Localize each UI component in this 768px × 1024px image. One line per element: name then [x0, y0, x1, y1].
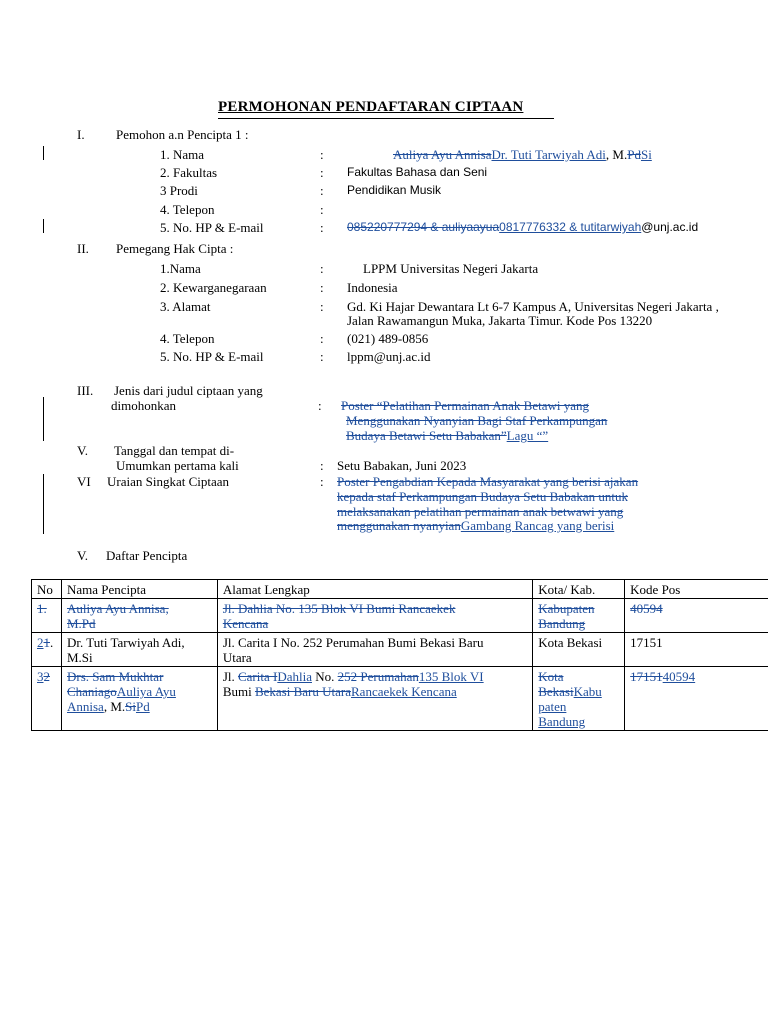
cell-kode [625, 667, 768, 731]
colon: : [320, 202, 324, 217]
cell-kota [533, 667, 625, 731]
section-number: I. [77, 127, 85, 142]
cell-alamat [217, 599, 532, 633]
colon: : [320, 299, 324, 314]
colon: : [320, 349, 324, 364]
cell-kota [533, 599, 625, 633]
deleted-text: Auliya Ayu Annisa [393, 147, 492, 162]
field-label: 2. Fakultas [160, 165, 218, 180]
section-heading: dimohonkan [111, 398, 176, 413]
deleted-text: M.Pd [66, 616, 96, 631]
deleted-text: Drs. Sam Mukhtar [66, 669, 164, 684]
colon: : [320, 474, 324, 489]
pencipta-table [31, 579, 768, 731]
text: , M. [605, 147, 628, 162]
deleted-text: Kencana [222, 616, 269, 631]
inserted-text: Bandung [538, 714, 586, 729]
deleted-text: Bekasi Baru Utara [254, 684, 351, 699]
deleted-text: kepada staf Perkampungan Budaya Setu Babakan untuk [337, 489, 628, 504]
text: Bumi [222, 684, 255, 699]
column-header: Kode Pos [625, 580, 768, 599]
colon: : [320, 147, 324, 162]
column-header: No [32, 580, 62, 599]
text: , M. [103, 699, 126, 714]
deleted-text: 1 [43, 635, 50, 650]
field-value: LPPM Universitas Negeri Jakarta [363, 261, 539, 276]
field-value: Setu Babakan, Juni 2023 [337, 458, 467, 473]
text: Jl. [222, 669, 238, 684]
field-label: 4. Telepon [160, 331, 215, 346]
text: No. [311, 669, 338, 684]
cell-alamat [217, 633, 532, 667]
deleted-text: Menggunakan Nyanyian Bagi Staf Perkampungan [346, 413, 608, 428]
change-bar [43, 219, 44, 233]
field-value: Pendidikan Musik [347, 183, 442, 197]
field-label: 1.Nama [160, 261, 201, 276]
deleted-text: Poster “Pelatihan Permainan Anak Betawi yang [341, 398, 590, 413]
field-value-line: Gd. Ki Hajar Dewantara Lt 6-7 Kampus A, Universitas Negeri Jakarta , [347, 299, 719, 314]
inserted-text: Auliya Ayu [116, 684, 176, 699]
field-label: 4. Telepon [160, 202, 215, 217]
section-heading: Pemegang Hak Cipta : [116, 241, 234, 256]
deleted-text: Budaya Betawi Setu Babakan” [346, 428, 507, 443]
deleted-text: Jl. Dahlia No. 135 Blok VI Bumi Rancaekek [222, 601, 456, 616]
colon: : [320, 220, 324, 235]
cell-nama [61, 599, 217, 633]
inserted-text: Pd [135, 699, 150, 714]
deleted-text: Chaniago [66, 684, 117, 699]
deleted-text: Bekasi [538, 684, 574, 699]
column-header: Nama Pencipta [61, 580, 217, 599]
deleted-text: Bandung [538, 616, 586, 631]
colon: : [320, 280, 324, 295]
inserted-text: 40594 [662, 669, 696, 684]
colon: : [320, 458, 324, 473]
deleted-text: 085220777294 & auliyaayua [347, 220, 500, 234]
inserted-text: Dr. Tuti Tarwiyah Adi [491, 147, 606, 162]
inserted-text: 2 [37, 635, 44, 650]
text: @unj.ac.id [641, 220, 699, 234]
section-heading: Daftar Pencipta [106, 548, 188, 563]
section-heading: Umumkan pertama kali [116, 458, 239, 473]
field-label: 5. No. HP & E-mail [160, 349, 264, 364]
table-row [32, 633, 768, 667]
field-value: lppm@unj.ac.id [347, 349, 431, 364]
deleted-text: 40594 [630, 601, 663, 616]
inserted-text: 135 Blok VI [418, 669, 484, 684]
text: Dr. Tuti Tarwiyah Adi, [66, 635, 185, 650]
title-underline [218, 118, 554, 119]
field-value [347, 220, 698, 235]
change-bar [43, 397, 44, 441]
section-number: VI [77, 474, 91, 489]
field-value [337, 518, 614, 533]
page-title: PERMOHONAN PENDAFTARAN CIPTAAN [218, 99, 524, 115]
cell-no [32, 667, 62, 731]
cell-nama [61, 667, 217, 731]
colon: : [318, 398, 322, 413]
inserted-text: 3 [37, 669, 44, 684]
section-number: III. [77, 383, 94, 398]
deleted-text: Si [125, 699, 136, 714]
field-value [346, 428, 548, 443]
table-row [32, 667, 768, 731]
table-header-row [32, 580, 768, 599]
cell-kode [625, 599, 768, 633]
cell-nama [61, 633, 217, 667]
field-label: 1. Nama [160, 147, 205, 162]
field-value-line: Jalan Rawamangun Muka, Jakarta Timur. Kode Pos 13220 [347, 313, 653, 328]
text: Utara [222, 650, 252, 665]
colon: : [320, 183, 324, 198]
colon: : [320, 165, 324, 180]
inserted-text: Lagu “” [506, 428, 549, 443]
inserted-text: paten [538, 699, 567, 714]
deleted-text: melaksanakan pelatihan permainan anak betwawi yang [337, 504, 624, 519]
column-header: Kota/ Kab. [533, 580, 625, 599]
field-label: 3 Prodi [160, 183, 198, 198]
cell-kode: 17151 [625, 633, 768, 667]
deleted-text: menggunakan nyanyian [337, 518, 461, 533]
section-heading: Jenis dari judul ciptaan yang [114, 383, 263, 398]
deleted-text: 17151 [630, 669, 663, 684]
cell-alamat [217, 667, 532, 731]
field-value [393, 147, 652, 162]
inserted-text: 0817776332 & tutitarwiyah [499, 220, 642, 234]
deleted-text: 2 [43, 669, 50, 684]
deleted-text: 1. [37, 601, 47, 616]
section-number: V. [77, 443, 88, 458]
inserted-text: Si [640, 147, 652, 162]
field-value: (021) 489-0856 [347, 331, 429, 346]
inserted-text: Rancaekek Kencana [351, 684, 457, 699]
deleted-text: Pd [627, 147, 641, 162]
field-value: Fakultas Bahasa dan Seni [347, 165, 488, 179]
section-number: II. [77, 241, 89, 256]
deleted-text: Auliya Ayu Annisa, [66, 601, 169, 616]
table-row [32, 599, 768, 633]
section-number: V. [77, 548, 88, 563]
change-bar [43, 474, 44, 534]
inserted-text: Dahlia [277, 669, 312, 684]
inserted-text: Annisa [66, 699, 104, 714]
change-bar [43, 146, 44, 160]
colon: : [320, 261, 324, 276]
section-heading: Tanggal dan tempat di- [114, 443, 235, 458]
text: . [50, 635, 54, 650]
deleted-text: Kabupaten [538, 601, 595, 616]
cell-kota: Kota Bekasi [533, 633, 625, 667]
text: M.Si [66, 650, 93, 665]
text: Jl. Carita I No. 252 Perumahan Bumi Bekasi Baru [222, 635, 484, 650]
section-heading: Pemohon a.n Pencipta 1 : [116, 127, 249, 142]
inserted-text: Gambang Rancag yang berisi [460, 518, 615, 533]
cell-no [32, 633, 62, 667]
cell-no [32, 599, 62, 633]
deleted-text: Kota [538, 669, 564, 684]
deleted-text: Carita I [237, 669, 278, 684]
field-label: 3. Alamat [160, 299, 211, 314]
deleted-text: Poster Pengabdian Kepada Masyarakat yang berisi ajakan [337, 474, 639, 489]
section-heading: Uraian Singkat Ciptaan [107, 474, 230, 489]
inserted-text: Kabu [573, 684, 602, 699]
deleted-text: 252 Perumahan [337, 669, 419, 684]
field-label: 2. Kewarganegaraan [160, 280, 267, 295]
field-value: Indonesia [347, 280, 398, 295]
column-header: Alamat Lengkap [217, 580, 532, 599]
field-label: 5. No. HP & E-mail [160, 220, 264, 235]
colon: : [320, 331, 324, 346]
